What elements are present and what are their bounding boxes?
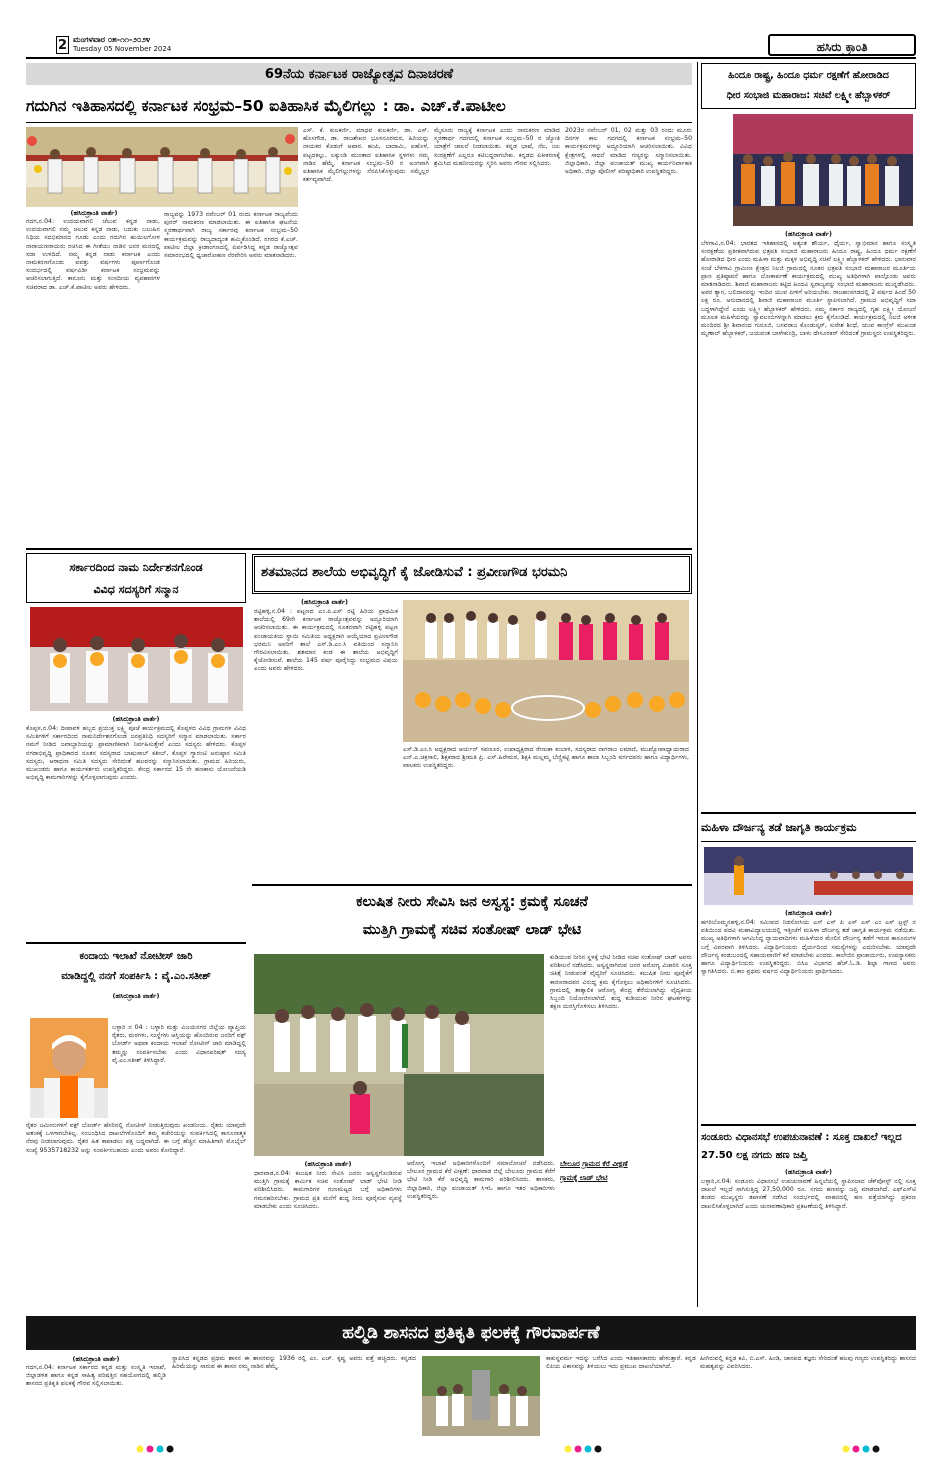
notice-credit: (ಹಸಿರುಕ್ರಾಂತಿ ವಾರ್ತೆ) [112,992,160,1000]
paper-name: ಹಸಿರು ಕ್ರಾಂತಿ [816,40,868,54]
right-top-photo [733,114,913,226]
mahila-headline: ಮಹಿಳಾ ದೌರ್ಜನ್ಯ ತಡೆ ಜಾಗೃತಿ ಕಾರ್ಯಕ್ರಮ [701,821,857,834]
water-photo [254,954,544,1156]
school-photo [403,600,689,742]
sarkar-photo [30,607,243,711]
mahila-credit: (ಹಸಿರುಕ್ರಾಂತಿ ವಾರ್ತೆ) [784,909,833,917]
mid-section-rule [26,548,692,550]
date-kannada: ಮಂಗಳವಾರ ೦೫-೧೧-೨೦೨೪ [73,35,151,44]
sandur-credit: (ಹಸಿರುಕ್ರಾಂತಿ ವಾರ್ತೆ) [784,1168,833,1176]
water-body-right: ಕುಡಿಯುವ ನೀರಿನ ಸ್ಥಳಕ್ಕೆ ಭೇಟಿ ನೀಡಿದ ಸಚಿವ ಸಂತೋಷ್ ಲಾಡ್ ಅವರು ಪರಿಶೀಲನೆ ನಡೆಸಿದರು. ಅಸ್ವಸ್ಥರಾಗಿರುವ ಜನರ ಆರೋಗ್ಯ ವಿಚಾರಿಸಿ ಸೂಕ್ತ ಚಿಕಿತ್ಸೆ ನೀಡುವಂತೆ ವೈದ್ಯರಿಗೆ ಸೂಚಿಸಿದರು. ಕಲುಷಿತ ನೀರು ಪೂರೈಕೆಗೆ ಕಾರಣರಾದವರ ವಿರುದ್ಧ ಕ್ರಮ ಕೈಗೊಳ್ಳಲು ಅಧಿಕಾರಿಗಳಿಗೆ ಸೂಚಿಸಿದರು. ಗ್ರಾಮದಲ್ಲಿ ತಾತ್ಕಾಲಿಕ ಆರೋಗ್ಯ ಕೇಂದ್ರ ತೆರೆಯಲಾಗಿದ್ದು ವೈದ್ಯಕೀಯ ಸಿಬ್ಬಂದಿ ನಿಯೋಜಿಸಲಾಗಿದೆ. ಶುದ್ಧ ಕುಡಿಯುವ ನೀರಿನ ಘಟಕಗಳನ್ನು ತಕ್ಷಣ ದುರಸ್ತಿಗೊಳಿಸಲು ತಿಳಿಸಿದರು. [550,954,692,1011]
sarkar-body: ಕೊಪ್ಪಳ,ನ.04: ದೀಪಾವಳಿ ಹಬ್ಬದ ಪ್ರಯುಕ್ತ ಲಕ್ಷ್ಮಿ ಪೂಜೆ ಕಾರ್ಯಕ್ರಮದಲ್ಲಿ ಕೊಪ್ಪಳದ ವಿವಿಧ ಗ್ರಾಮಗಳ ವಿವಿಧ ಸಮಿತಿಗಳಿಗೆ ಸರ್ಕಾರದಿಂದ ನಾಮನಿರ್ದೇಶನಗೊಂಡ ಜನಪ್ರತಿನಿಧಿ ಸದಸ್ಯರಿಗೆ ಸನ್ಮಾನ ಮಾಡಲಾಯಿತು. ಸರ್ಕಾರ ನಮಗೆ ನೀಡಿದ ಜವಾಬ್ದಾರಿಯನ್ನು ಪ್ರಾಮಾಣಿಕವಾಗಿ ನಿರ್ವಹಿಸುತ್ತೇವೆ ಎಂದು ಸದಸ್ಯರು ಹೇಳಿದರು. ಕೊಪ್ಪಳ ನಗರಾಭಿವೃದ್ಧಿ ಪ್ರಾಧಿಕಾರದ ನೂತನ ಸದಸ್ಯರಾದ ಬಾಷುಸಾಬ್ ಕತೀಬ್, ಕೊಪ್ಪಳ ಗ್ಯಾರಂಟಿ ಅನುಷ್ಠಾನ ಸಮಿತಿ ಸದಸ್ಯರು, ಆರಾಧನಾ ಸಮಿತಿ ಸದಸ್ಯರು ಸೇರಿದಂತೆ ಹಲವರನ್ನು ಸನ್ಮಾನಿಸಲಾಯಿತು. ಗ್ರಾಮದ ಹಿರಿಯರು, ಮುಖಂಡರು ಹಾಗೂ ಕಾರ್ಯಕರ್ತರು ಉಪಸ್ಥಿತರಿದ್ದರು. ಕೇಂದ್ರ ಸರ್ಕಾರದ 15 ನೇ ಹಣಕಾಸು ಯೋಜನೆಯಡಿ ಅಭಿವೃದ್ಧಿ ಕಾಮಗಾರಿಗಳನ್ನು ಕೈಗೊಳ್ಳಲಾಗುವುದು ಎಂದರು. [26,725,246,782]
right-top-credit: (ಹಸಿರುಕ್ರಾಂತಿ ವಾರ್ತೆ) [784,230,833,238]
mahila-photo [704,847,913,905]
notice-photo [30,1018,108,1118]
school-headline: ಶತಮಾನದ ಶಾಲೆಯ ಅಭಿವೃದ್ಧಿಗೆ ಕೈ ಜೋಡಿಸುವೆ : ಪ್ರವೀಣಗೌಡ ಭರಮನಿ [261,565,568,580]
water-credit: (ಹಸಿರುಕ್ರಾಂತಿ ವಾರ್ತೆ) [304,1160,352,1168]
mahila-body: ಹಗರಿಬೊಮ್ಮನಹಳ್ಳಿ,ನ.04: ಸಮೀಪದ ನಿಡಸೋಸಿಯ ಎಸ್ ಎಸ್ ಪಿ ಎಸ್ ಎಸ್ ಎಂ ಎಸ್ ಟ್ರಸ್ಟ್ ನ ವತಿಯಿಂದ ಪದವಿ ಮಹಾವಿದ್ಯಾಲಯದಲ್ಲಿ ಇತ್ತೀಚೆಗೆ ಮಹಿಳಾ ದೌರ್ಜನ್ಯ ತಡೆ ಜಾಗೃತಿ ಕಾರ್ಯಕ್ರಮ ನಡೆಯಿತು. ಮುಖ್ಯ ಅತಿಥಿಗಳಾಗಿ ಆಗಮಿಸಿದ್ದ ನ್ಯಾಯವಾದಿಗಳು ಮಹಿಳೆಯರ ಮೇಲಿನ ದೌರ್ಜನ್ಯ ತಡೆಗೆ ಇರುವ ಕಾನೂನುಗಳ ಬಗ್ಗೆ ವಿವರವಾಗಿ ತಿಳಿಸಿದರು. ವಿದ್ಯಾರ್ಥಿನಿಯರು ಧೈರ್ಯದಿಂದ ಸಮಸ್ಯೆಗಳನ್ನು ಎದುರಿಸಬೇಕು. ಯಾವುದೇ ದೌರ್ಜನ್ಯ ಕಂಡುಬಂದಲ್ಲಿ ಸಹಾಯವಾಣಿಗೆ ಕರೆ ಮಾಡಬೇಕು ಎಂದರು. ಕಾಲೇಜಿನ ಪ್ರಾಚಾರ್ಯರು, ಉಪನ್ಯಾಸಕರು ಹಾಗೂ ವಿದ್ಯಾರ್ಥಿನಿಯರು ಉಪಸ್ಥಿತರಿದ್ದರು. ಬಿಸಿಎ ವಿಭಾಗದ ಹೆಚ್.ಓ.ಡಿ. ಶಿಲ್ಪಾ ಗಾಣದ ಅವರು ಸ್ವಾಗತಿಸಿದರು. ಬಿ.ಕಾಂ ಪ್ರಥಮ ವರ್ಷದ ವಿದ್ಯಾರ್ಥಿನಿಯರು ಪ್ರಾರ್ಥಿಸಿದರು. [701,919,916,976]
lead-col2: ರಾಜ್ಯವನ್ನು 1973 ನವೆಂಬರ್ 01 ರಂದು ಕರ್ನಾಟಕ ರಾಜ್ಯವೆಂದು ಪುನರ್ ನಾಮಕರಣ ಮಾಡಲಾಯಿತು. ಈ ಐತಿಹಾಸಿಕ ಘಟನೆಯ ಸ್ಮರಣಾರ್ಥವಾಗಿ ರಾಜ್ಯ ಸರ್ಕಾರವು ಕರ್ನಾಟಕ ಸಂಭ್ರಮ–50 ಕಾರ್ಯಕ್ರಮವನ್ನು ರಾಜ್ಯದಾದ್ಯಂತ ಹಮ್ಮಿಕೊಂಡಿದೆ. ನಗರದ ಕೆ.ಎಚ್. ಪಾಟೀಲ ಜಿಲ್ಲಾ ಕ್ರೀಡಾಂಗಣದಲ್ಲಿ ಏರ್ಪಡಿಸಿದ್ದ ಕನ್ನಡ ರಾಜ್ಯೋತ್ಸವ ಸಮಾರಂಭದಲ್ಲಿ ಧ್ವಜಾರೋಹಣ ನೆರವೇರಿಸಿ ಅವರು ಮಾತನಾಡಿದರು. [164,211,298,260]
school-body-mid: ಎಸ್.ಡಿ.ಎಂ.ಸಿ ಅಧ್ಯಕ್ಷರಾದ ಆರ್ಯನ್ ಸವಣೂರ, ಉಪಾಧ್ಯಕ್ಷರಾದ ರೇಣುಕಾ ಕಂಬಾಳಿ, ಸದಸ್ಯರಾದ ನಾಗರಾಜ ಲಮಾಣಿ, ಮುಖ್ಯೋಪಾಧ್ಯಾಯರಾದ ಎನ್.ಎ.ಚಕ್ರಸಾಲಿ, ಶಿಕ್ಷಕರಾದ ಶ್ರೀಮತಿ ಪ್ರಿ. ಎಸ್.ಹಿರೇಮಠ, ಶಿಕ್ಷಕಿ ಮಲ್ಲಮ್ಮ ಬೆಣ್ಣಿಕಟ್ಟಿ ಹಾಗೂ ಶಾಲಾ ಸಿಬ್ಬಂದಿ ವರ್ಗದವರು ಹಾಗೂ ವಿದ್ಯಾರ್ಥಿಗಳು, ಪಾಲಕರು ಉಪಸ್ಥಿತರಿದ್ದರು. [403,746,689,770]
lead-col4: ಮೈಸೂರು ರಾಜ್ಯಕ್ಕೆ ಕರ್ನಾಟಕ ಎಂದು ನಾಮಕರಣ ಮಾಡಿದ ಸ್ಮರಣಾರ್ಥ ಗದಗದಲ್ಲಿ ಕರ್ನಾಟಕ ಸಂಭ್ರಮ–50 ರ ಜ್ಯೋತಿ ಯಾತ್ರೆಗೆ ಚಾಲನೆ ನೀಡಲಾಯಿತು. ಕನ್ನಡ ಭಾಷೆ, ನೆಲ, ಜಲ ಸಂರಕ್ಷಣೆಗೆ ಎಲ್ಲರೂ ಕಟಿಬದ್ಧರಾಗಬೇಕು. ಕನ್ನಡದ ಏಕೀಕರಣಕ್ಕೆ ಶ್ರಮಿಸಿದ ಮಹನೀಯರನ್ನು ಸ್ಮರಿಸಿ ಅವರು ಗೌರವ ಸಲ್ಲಿಸಿದರು. [434,127,560,167]
bottom-col4: ಹೀಗಿರುವಲ್ಲಿ ಕನ್ನಡ ಕವಿ, ಬಿ.ಎಸ್. ಹಿಂಡಿ, ಜಾನಪದ ತಜ್ಞರು ಸೇರಿದಂತೆ ಹಲವು ಗಣ್ಯರು ಉಪಸ್ಥಿತರಿದ್ದು ಶಾಸನದ ಮಹತ್ವವನ್ನು ವಿವರಿಸಿದರು. [700,1355,916,1371]
lead-photo [26,127,298,207]
lead-col5: 2023ರ ನವೆಂಬರ್ 01, 02 ಮತ್ತು 03 ರಂದು ಮೂರು ದಿನಗಳ ಕಾಲ ಗದಗದಲ್ಲಿ ಕರ್ನಾಟಕ ಸಂಭ್ರಮ–50 ಕಾರ್ಯಕ್ರಮಗಳನ್ನು ಅದ್ದೂರಿಯಾಗಿ ಆಚರಿಸಲಾಯಿತು. ವಿವಿಧ ಕ್ಷೇತ್ರಗಳಲ್ಲಿ ಸಾಧನೆ ಮಾಡಿದ ಗಣ್ಯರನ್ನು ಸನ್ಮಾನಿಸಲಾಯಿತು. ಜಿಲ್ಲಾಧಿಕಾರಿ, ಜಿಲ್ಲಾ ಪಂಚಾಯತ್ ಮುಖ್ಯ ಕಾರ್ಯನಿರ್ವಾಹಕ ಅಧಿಕಾರಿ, ಜಿಲ್ಲಾ ಪೊಲೀಸ್ ವರಿಷ್ಠಾಧಿಕಾರಿ ಉಪಸ್ಥಿತರಿದ್ದರು. [565,127,692,176]
water-headline-line2: ಮುತ್ತಿಗಿ ಗ್ರಾಮಕ್ಕೆ ಸಚಿವ ಸಂತೋಷ್ ಲಾಡ್ ಭೇಟಿ [362,922,582,938]
school-body-left: ರಟ್ಟಿಹಳ್ಳಿ,ನ.04 : ಪಟ್ಟಣದ ಎಂ.ಪಿ.ಎಸ್ ರಟ್ಟಿ ಹಿರಿಯ ಪ್ರಾಥಮಿಕ ಶಾಲೆಯಲ್ಲಿ 69ನೇ ಕರ್ನಾಟಕ ರಾಜ್ಯೋತ್ಸವವನ್ನು ಅದ್ದೂರಿಯಾಗಿ ಆಚರಿಸಲಾಯಿತು. ಈ ಕಾರ್ಯಕ್ರಮದಲ್ಲಿ ನೂತನವಾಗಿ ರಟ್ಟಿಹಳ್ಳಿ ಪಟ್ಟಣ ಪಂಚಾಯತಿಯ ಸ್ಥಾಯಿ ಸಮಿತಿಯ ಅಧ್ಯಕ್ಷರಾಗಿ ಆಯ್ಕೆಯಾದ ಪ್ರವೀಣಗೌಡ ಭರಮನಿ ಅವರಿಗೆ ಶಾಲೆ ಎಸ್.ಡಿ.ಎಂ.ಸಿ ವತಿಯಿಂದ ಸನ್ಮಾನಿಸಿ ಗೌರವಿಸಲಾಯಿತು. ಶತಮಾನ ಕಂಡ ಈ ಶಾಲೆಯ ಅಭಿವೃದ್ಧಿಗೆ ಕೈಜೋಡಿಸುವೆ. ಶಾಲೆಯ 145 ವರ್ಷ ಪೂರೈಸಿದ್ದು ಸಂಭ್ರಮದ ವಿಷಯ ಎಂದು ಅವರು ಹೇಳಿದರು. [254,608,398,673]
bottom-col2: ಸ್ಥಾಪಿಸಿದ ಕನ್ನಡದ ಪ್ರಥಮ ಶಾಸನ ಈ ಶಾಸನವನ್ನು 1936 ರಲ್ಲಿ ಎಂ. ಎಚ್. ಕೃಷ್ಣ ಅವರು ಪತ್ತೆ ಹಚ್ಚಿದರು. ಕನ್ನಡದ ಹಿರಿಮೆಯನ್ನು ಸಾರುವ ಈ ಶಾಸನ ನಮ್ಮ ನಾಡಿನ ಹೆಮ್ಮೆ. [172,1355,416,1371]
bottom-col1: ಗದಗ,ನ.04: ಕರ್ನಾಟಕ ಸರ್ಕಾರದ ಕನ್ನಡ ಮತ್ತು ಸಂಸ್ಕೃತಿ ಇಲಾಖೆ, ಜಿಲ್ಲಾಡಳಿತ ಹಾಗೂ ಕನ್ನಡ ಸಾಹಿತ್ಯ ಪರಿಷತ್ತಿನ ಸಹಯೋಗದಲ್ಲಿ ಹಲ್ಮಿಡಿ ಶಾಸನದ ಪ್ರತಿಕೃತಿ ಫಲಕಕ್ಕೆ ಗೌರವ ಸಲ್ಲಿಸಲಾಯಿತು. [26,1364,166,1388]
sarkar-headline-line1: ಸರ್ಕಾರದಿಂದ ನಾಮ ನಿರ್ದೇಶನಗೊಂಡ [69,561,203,574]
bottom-credit: (ಹಸಿರುಕ್ರಾಂತಿ ವಾರ್ತೆ) [72,1355,120,1363]
right-top-body: ಬೆಳಗಾವಿ,ನ.04: ಭಾರತದ ಇತಿಹಾಸದಲ್ಲಿ ಅತ್ಯಂತ ಶೌರ್ಯ, ಧೈರ್ಯ, ಸ್ವಾಭಿಮಾನ ಹಾಗೂ ಸಂಸ್ಕೃತಿ ಸಂರಕ್ಷಣೆಯ ಪ್ರತೀಕವಾಗಿರುವ ಛತ್ರಪತಿ ಸಂಭಾಜಿ ಮಹಾರಾಜರು ಹಿಂದೂ ರಾಷ್ಟ್ರ, ಹಿಂದೂ ಧರ್ಮ ರಕ್ಷಣೆಗೆ ಹೋರಾಡಿದ ಧೀರ ಎಂದು ಮಹಿಳಾ ಮತ್ತು ಮಕ್ಕಳ ಅಭಿವೃದ್ಧಿ ಸಚಿವೆ ಲಕ್ಷ್ಮೀ ಹೆಬ್ಬಾಳಕರ್ ಹೇಳಿದರು. ಭಾನುವಾರ ಸಂಜೆ ಬೆಳಗಾವಿ ಗ್ರಾಮೀಣ ಕ್ಷೇತ್ರದ ನಿಲಜಿ ಗ್ರಾಮದಲ್ಲಿ ನೂತನ ಛತ್ರಪತಿ ಸಂಭಾಜಿ ಮಹಾರಾಜರ ಮೂರ್ತಿಯ ಪ್ರಾಣ ಪ್ರತಿಷ್ಠಾಪನೆ ಹಾಗೂ ಲೋಕಾರ್ಪಣೆ ಕಾರ್ಯಕ್ರಮದಲ್ಲಿ ಮುಖ್ಯ ಅತಿಥಿಗಳಾಗಿ ಪಾಲ್ಗೊಂಡು ಅವರು ಮಾತನಾಡಿದರು. ಶಿವಾಜಿ ಮಹಾರಾಜರು ಕಟ್ಟಿದ ಹಿಂದವಿ ಸ್ವರಾಜ್ಯವನ್ನು ಸಂಭಾಜಿ ಮಹಾರಾಜರು ಮುನ್ನಡೆಸಿದರು. ಅವರ ತ್ಯಾಗ, ಬಲಿದಾನವನ್ನು ಇಂದಿನ ಯುವ ಪೀಳಿಗೆ ಅರಿಯಬೇಕು. ರಾಜಹಂಸಗಡದಲ್ಲಿ 2 ವರ್ಷದ ಹಿಂದೆ 50 ಲಕ್ಷ ರೂ. ಅನುದಾನದಲ್ಲಿ ಶಿವಾಜಿ ಮಹಾರಾಜರ ಮೂರ್ತಿ ಸ್ಥಾಪಿಸಲಾಗಿದೆ. ಗ್ರಾಮದ ಅಭಿವೃದ್ಧಿಗೆ ಸದಾ ಬದ್ಧಳಾಗಿದ್ದೇನೆ ಎಂದು ಲಕ್ಷ್ಮೀ ಹೆಬ್ಬಾಳಕರ್ ಹೇಳಿದರು. ನಮ್ಮ ಸರ್ಕಾರ ರಾಜ್ಯದಲ್ಲಿ ಗೃಹ ಲಕ್ಷ್ಮೀ ಯೋಜನೆ ಮೂಲಕ ಮಹಿಳೆಯರನ್ನು ಸ್ವಾವಲಂಬಿಗಳನ್ನಾಗಿ ಮಾಡಲು ಕ್ರಮ ಕೈಗೊಂಡಿದೆ. ಕಾರ್ಯಕ್ರಮದಲ್ಲಿ ನಿಲಜಿ ಅಳೀತ ಮಂದಿರದ ಶ್ರೀ ಶಿವಾನಂದ ಗುರೂಜಿ, ಬಸವರಾಜ ಕೊಂಡುಸ್ಕರ್, ಸುರೇಶ ಶಿಂಧೆ, ಯುವ ಕಾಂಗ್ರೆಸ್ ಮುಖಂಡ ಮೃಣಾಲ್ ಹೆಬ್ಬಾಳಕರ್, ಜಯವಂತ ಬಾಳೇಕುಂದ್ರಿ, ಬಾಳು ದೇಸೂರಕರ್ ಸೇರಿದಂತೆ ಗ್ರಾಮಸ್ಥರು ಉಪಸ್ಥಿತರಿದ್ದರು. [701,240,916,338]
paper-name-box [768,34,916,56]
sarkar-credit: (ಹಸಿರುಕ್ರಾಂತಿ ವಾರ್ತೆ) [112,715,160,723]
right-top-headline-box [701,63,916,109]
water-body-bl: ಧಾರವಾಡ,ನ.04: ಕಲುಷಿತ ನೀರು ಸೇವಿಸಿ ಜನರು ಅಸ್ವಸ್ಥಗೊಂಡಿರುವ ಮುತ್ತಿಗಿ ಗ್ರಾಮಕ್ಕೆ ಕಾರ್ಮಿಕ ಸಚಿವ ಸಂತೋಷ್ ಲಾಡ್ ಭೇಟಿ ನೀಡಿ ಪರಿಶೀಲಿಸಿದರು. ಕಾಮಗಾರಿಗಳ ಗುಣಮಟ್ಟದ ಬಗ್ಗೆ ಅಧಿಕಾರಿಗಳು ಗಮನಹರಿಸಬೇಕು. ಗ್ರಾಮದ ಪ್ರತಿ ಮನೆಗೆ ಶುದ್ಧ ನೀರು ಪೂರೈಸುವ ವ್ಯವಸ್ಥೆ ಮಾಡಬೇಕು ಎಂದು ಸೂಚಿಸಿದರು. [254,1170,402,1210]
notice-headline-box [26,942,246,990]
water-subhead-2: ಗ್ರಾಮಕ್ಕೆ ಲಾಡ್ ಭೇಟಿ [560,1174,608,1182]
lead-kicker-band [26,63,692,85]
right-column-divider [697,62,698,1307]
registration-marks [0,1440,945,1452]
water-headline-line1: ಕಲುಷಿತ ನೀರು ಸೇವಿಸಿ ಜನ ಅಸ್ವಸ್ಥ: ಕ್ರಮಕ್ಕೆ ಸೂಚನೆ [356,894,588,910]
sandur-headline-box [701,1124,916,1166]
water-headline-box [252,884,692,946]
school-credit: (ಹಸಿರುಕ್ರಾಂತಿ ವಾರ್ತೆ) [300,598,349,606]
lead-rule [26,122,692,123]
sandur-headline: ಸಂಡೂರು ವಿಧಾನಸಭೆ ಉಪಚುನಾವಣೆ : ಸೂಕ್ತ ದಾಖಲೆ ಇಲ್ಲದ 27.50 ಲಕ್ಷ ನಗದು ಹಣ ಜಪ್ತಿ [701,1132,902,1161]
masthead [56,35,916,57]
mahila-headline-box [701,812,916,842]
masthead-rule [26,57,916,59]
right-top-headline-line1: ಹಿಂದೂ ರಾಷ್ಟ್ರ, ಹಿಂದೂ ಧರ್ಮ ರಕ್ಷಣೆಗೆ ಹೋರಾಡಿದ [728,70,889,81]
lead-credit: (ಹಸಿರುಕ್ರಾಂತಿ ವಾರ್ತೆ) [70,209,118,217]
notice-headline-line1: ಕಂದಾಯ ಇಲಾಖೆ ನೋಟೀಸ್ ಜಾರಿ [79,951,193,962]
notice-headline-line2: ಮಾಡಿದ್ದಲ್ಲಿ ನನಗೆ ಸಂಪರ್ಕಿಸಿ : ವೈ.ಎಂ.ಸತೀಶ್ [61,971,211,982]
lead-kicker: 69ನೆಯ ಕರ್ನಾಟಕ ರಾಜ್ಯೋತ್ಸವ ದಿನಾಚರಣೆ [264,67,454,82]
sarkar-headline-box [26,553,246,603]
bottom-headline-band [26,1316,916,1350]
bottom-col3: ಕಾಕುಸ್ಥವರ್ಮ ಇದನ್ನು ಬರೆಸಿದ ಎಂದು ಇತಿಹಾಸಕಾರರು ಹೇಳುತ್ತಾರೆ. ಕನ್ನಡ ಲಿಪಿಯ ವಿಕಾಸವನ್ನು ತಿಳಿಯಲು ಇದು ಪ್ರಮುಖ ದಾಖಲೆಯಾಗಿದೆ. [546,1355,696,1371]
water-subhead-1: ಬೇಲೂರ ಗ್ರಾಮದ ಕೆರೆ ವೀಕ್ಷಣೆ [560,1160,628,1168]
bottom-photo [422,1356,540,1436]
lead-col3: ಎಸ್. ಕೆ. ಕುಲಕರ್ಣಿ, ಮಾಧವ ಕುಲಕರ್ಣಿ, ಡಾ. ಎಸ್. ಹೊಸಗೌಡ, ಡಾ. ರಾಜಶೇಖರ ಭೂಸನೂರಮಠ, ಹಿರಿಯನ್ನು ನಾಯಕರ ಕೊಡುಗೆ ಅಪಾರ. ಹಂಪಿ, ಬಾದಾಮಿ, ಐಹೊಳೆ, ಪಟ್ಟದಕಲ್ಲು, ಲಕ್ಕುಂಡಿ ಮುಂತಾದ ಐತಿಹಾಸಿಕ ಸ್ಥಳಗಳು ನಮ್ಮ ನಾಡಿನ ಹೆಮ್ಮೆ. ಕರ್ನಾಟಕ ಸಂಭ್ರಮ–50 ರ ಅಂಗವಾಗಿ ಐತಿಹಾಸಿಕ ಮೈಲಿಗಲ್ಲುಗಳನ್ನು ನೆನಪಿಸಿಕೊಳ್ಳುವುದು ನಮ್ಮೆಲ್ಲರ ಕರ್ತವ್ಯವಾಗಿದೆ. [303,127,429,184]
water-body-bm: ಆರೋಗ್ಯ ಇಲಾಖೆ ಅಧಿಕಾರಿಗಳೊಂದಿಗೆ ಸಮಾಲೋಚನೆ ನಡೆಸಿದರು. ಬೇಲೂರ ಗ್ರಾಮದ ಕೆರೆ ವೀಕ್ಷಣೆ: ಧಾರವಾಡ ಜಿಲ್ಲೆ ಬೇಲೂರು ಗ್ರಾಮದ ಕೆರೆಗೆ ಭೇಟಿ ನೀಡಿ ಕೆರೆ ಅಭಿವೃದ್ಧಿ ಕಾಮಗಾರಿ ಪರಿಶೀಲಿಸಿದರು. ಶಾಸಕರು, ಜಿಲ್ಲಾಧಿಕಾರಿ, ಜಿಲ್ಲಾ ಪಂಚಾಯತ್ ಸಿಇಓ ಹಾಗೂ ಇತರ ಅಧಿಕಾರಿಗಳು ಉಪಸ್ಥಿತರಿದ್ದರು. [407,1160,555,1200]
page-number: 2 [57,38,68,53]
sandur-body: ಬಳ್ಳಾರಿ,ನ.04: ಸಂಡೂರು ವಿಧಾನಸಭೆ ಉಪಚುನಾವಣೆ ಹಿನ್ನಲೆಯಲ್ಲಿ ಸ್ಥಾಪಿಸಲಾದ ಚೆಕ್‍ಪೋಸ್ಟ್ ನಲ್ಲಿ ಸೂಕ್ತ ದಾಖಲೆ ಇಲ್ಲದೆ ಸಾಗಿಸುತ್ತಿದ್ದ 27,50,000 ರೂ. ನಗದು ಹಣವನ್ನು ಜಪ್ತಿ ಮಾಡಲಾಗಿದೆ. ಎಫ್‍ಎಸ್‍ಟಿ ತಂಡದ ಮುಖ್ಯಸ್ಥರು ತಪಾಸಣೆ ನಡೆಸಿದ ಸಂದರ್ಭದಲ್ಲಿ ವಾಹನದಲ್ಲಿ ಹಣ ಪತ್ತೆಯಾಗಿದ್ದು ಪ್ರಕರಣ ದಾಖಲಿಸಿಕೊಳ್ಳಲಾಗಿದೆ ಎಂದು ಚುನಾವಣಾಧಿಕಾರಿ ಪ್ರಕಟಣೆಯಲ್ಲಿ ತಿಳಿಸಿದ್ದಾರೆ. [701,1178,916,1210]
school-headline-box [252,554,692,594]
bottom-headline: ಹಲ್ಮಿಡಿ ಶಾಸನದ ಪ್ರತಿಕೃತಿ ಫಲಕಕ್ಕೆ ಗೌರವಾರ್ಪಣೆ [342,1323,600,1343]
lead-col1: ಗದಗ,ನ.04: ಉದಯವಾಗಲಿ ಚೆಲುವ ಕನ್ನಡ ನಾಡು, ಉದಯವಾಗಲಿ ನಮ್ಮ ಚಲುವ ಕನ್ನಡ ನಾಡು, ಬದುಕು ಬಲುಹಿನ ನಿಧಿಯ ಸದಭಿಮಾನದ ಗೂಡು ಎಂದು ಗದುಗಿನ ಹುಯಿಲಗೋಳ ನಾರಾಯಣರಾಯರು ರಚಿಸಿದ ಈ ಗೀತೆಯು ನಾಡಿನ ಜನರ ಮನದಲ್ಲಿ ಸದಾ ಉಳಿದಿದೆ. ನಮ್ಮ ಕನ್ನಡ ನಾಡು ಕರ್ನಾಟಕ ಎಂದು ನಾಮಕರಣಗೊಂಡು ಐವತ್ತು ವರ್ಷಗಳು ಪೂರ್ಣಗೊಂಡ ಸಂದರ್ಭದಲ್ಲಿ ವರ್ಷವಿಡೀ ಕರ್ನಾಟಕ ಸಂಭ್ರಮವನ್ನು ಆಚರಿಸಲಾಗುತ್ತಿದೆ. ಕಾನೂನು ಮತ್ತು ಸಂಸದೀಯ ವ್ಯವಹಾರಗಳ ಸಚಿವರಾದ ಡಾ. ಎಚ್.ಕೆ.ಪಾಟೀಲ ಅವರು ಹೇಳಿದರು. [26,218,160,291]
sarkar-headline-line2: ವಿವಿಧ ಸದಸ್ಯರಿಗೆ ಸನ್ಮಾನ [93,583,179,596]
lead-headline: ಗದುಗಿನ ಇತಿಹಾಸದಲ್ಲಿ ಕರ್ನಾಟಕ ಸಂಭ್ರಮ–50 ಐತಿಹಾಸಿಕ ಮೈಲಿಗಲ್ಲು : ಡಾ. ಎಚ್.ಕೆ.ಪಾಟೀಲ [26,97,506,115]
right-top-headline-line2: ಧೀರ ಸಂಭಾಜಿ ಮಹಾರಾಜ: ಸಚಿವೆ ಲಕ್ಷ್ಮೀ ಹೆಬ್ಬಾಳಕರ್ [726,90,891,101]
date-english: Tuesday 05 November 2024 [73,45,172,53]
notice-body-full: ರೈತರ ಜಮೀನುಗಳಿಗೆ ವಕ್ಫ್ ಬೋರ್ಡ್ ಹೆಸರಿನಲ್ಲಿ ನೋಟೀಸ್ ನೀಡುತ್ತಿರುವುದು ಖಂಡನೀಯ. ರೈತರು ಯಾವುದೇ ಆತಂಕಕ್ಕೆ ಒಳಗಾಗಬೇಕಿಲ್ಲ. ಸಂಬಂಧಿಸಿದ ದಾಖಲೆಗಳೊಂದಿಗೆ ತಮ್ಮ ಕಚೇರಿಯನ್ನು ಸಂಪರ್ಕಿಸಿದಲ್ಲಿ ಕಾನೂನಾತ್ಮಕ ನೆರವು ನೀಡಲಾಗುವುದು. ರೈತರ ಹಿತ ಕಾಪಾಡಲು ಪಕ್ಷ ಬದ್ಧವಾಗಿದೆ. ಈ ಬಗ್ಗೆ ಹೆಚ್ಚಿನ ಮಾಹಿತಿಗಾಗಿ ಮೊಬೈಲ್ ಸಂಖ್ಯೆ 9535718232 ಅನ್ನು ಸಂಪರ್ಕಿಸಬಹುದು ಎಂದು ಅವರು ಕೋರಿದ್ದಾರೆ. [26,1122,246,1154]
notice-body-side: ಬಳ್ಳಾರಿ ನ 04 : ಬಳ್ಳಾರಿ ಮತ್ತು ವಿಜಯನಗರ ಜಿಲ್ಲೆಯ ವ್ಯಾಪ್ತಿಯ ರೈತರು, ಮಠಗಳು, ಸಂಸ್ಥೆಗಳು ಆಸ್ತಿಯನ್ನು ಹೊಂದಿರುವ ಜನರಿಗೆ ವಕ್ಫ್ ಬೋರ್ಡ್ ಅಥವಾ ಕಂದಾಯ ಇಲಾಖೆ ನೋಟೀಸ್ ಜಾರಿ ಮಾಡಿದ್ದಲ್ಲಿ ತಮ್ಮನ್ನು ಸಂಪರ್ಕಿಸಬೇಕು ಎಂದು ವಿಧಾನಪರಿಷತ್ ಸದಸ್ಯ ವೈ.ಎಂ.ಸತೀಶ್ ತಿಳಿಸಿದ್ದಾರೆ. [112,1024,246,1064]
